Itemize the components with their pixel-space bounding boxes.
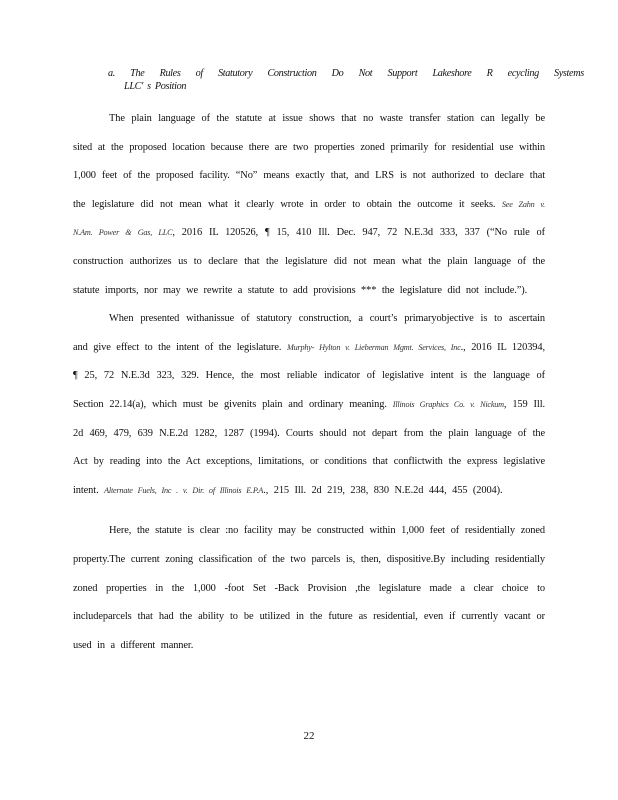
paragraph-plain-language <box>73 105 545 305</box>
case-citation: Murphy- Hylton v. Lieberman Mgmt. Services, Inc <box>286 342 461 352</box>
paragraph-text: ., 2016 IL 120394, ¶ 25, 72 N.E.3d 323, 329. Hence, the most reliable indicator of legislative intent is the language of Section 22.14(a), which must be givenits plain and ordinary meaning. <box>73 341 545 410</box>
paragraph-text: When presented withanissue of statutory construction, a court’s primaryobjective is to ascertain and give effect to the intent of the legislature. <box>73 313 545 353</box>
section-heading-line-1: a. The Rules of Statutory Construction Do Not Support Lakeshore R ecycling Systems <box>108 68 584 79</box>
paragraph-text: ., 215 Ill. 2d 219, 238, 830 N.E.2d 444, 455 (2004). <box>263 484 503 496</box>
paragraph-text: Here, the statute is clear :no facility may be constructed within 1,000 feet of residentially zoned property.The current zoning classification of the two parcels is, then, dispositive.By including residentially zoned properties in the 1,000 -foot Set -Back Provision ,the legislature made a clear choice to includeparcels that had the ability to be utilized in the future as residential, even if currently vacant or used in a different manner. <box>73 525 545 651</box>
paragraph-conclusion <box>73 517 545 660</box>
body-text <box>73 105 545 660</box>
page-number: 22 <box>303 730 315 742</box>
case-citation: See Zahn v. N.Am. Power & Gas, LLC <box>73 199 546 238</box>
section-heading-line-2: LLC' s Position <box>124 81 187 92</box>
case-citation: Illinois Graphics Co. v. Nickum <box>392 399 504 409</box>
section-heading <box>108 67 584 93</box>
paragraph-text: , 159 Ill. 2d 469, 479, 639 N.E.2d 1282, 1287 (1994). Courts should not depart from the plain language of the Act by reading into the Act exceptions, limitations, or conditions that conflictwith the express legislative intent. <box>73 398 545 496</box>
paragraph-statutory-construction <box>73 305 545 505</box>
paragraph-text: The plain language of the statute at issue shows that no waste transfer station can legally be sited at the proposed location because there are two properties zoned primarily for residential use within 1,000 feet of the proposed facility. “No” means exactly that, and LRS is not authorized to declare that the legislature did not mean what it clearly wrote in order to obtain the outcome it seeks. <box>73 113 545 210</box>
paragraph-text: , 2016 IL 120526, ¶ 15, 410 Ill. Dec. 947, 72 N.E.3d 333, 337 (“No rule of construction authorizes us to declare that the legislature did not mean what the plain language of the statute imports, nor may we rewrite a statute to add provisions *** the legislature did not include.”). <box>73 227 545 296</box>
case-citation: Alternate Fuels, Inc . v. Dir. of Illinois E.P.A <box>104 485 264 495</box>
